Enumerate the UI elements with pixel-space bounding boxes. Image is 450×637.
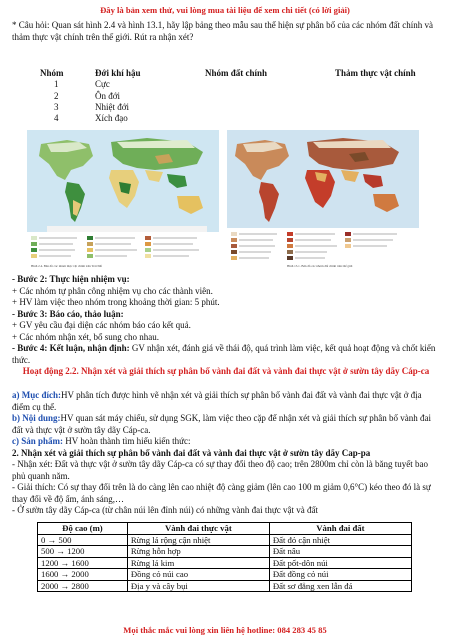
table-row bbox=[38, 569, 412, 581]
step2-line2: + HV làm việc theo nhóm trong khoảng thời gian: 5 phút. bbox=[12, 297, 220, 307]
soil-map-caption: Hình 13.1. Bản đồ các nhóm đất chính trên thế giới bbox=[287, 264, 353, 268]
table-header-row bbox=[38, 523, 412, 535]
hotline-banner: Mọi thắc mắc vui lòng xin liên hệ hotline: 084 283 45 85 bbox=[123, 625, 327, 635]
content-paragraph bbox=[12, 413, 440, 436]
altitude-cell: 1200 → 1600 bbox=[38, 557, 128, 569]
vegetation-cell: Đồng cỏ núi cao bbox=[127, 569, 269, 581]
header-soil-belt: Vành đai đất bbox=[269, 523, 411, 535]
step2-line1: + Các nhóm tự phân công nhiệm vụ cho các thành viên. bbox=[12, 285, 213, 296]
map-figures bbox=[27, 130, 427, 272]
product-paragraph bbox=[12, 436, 440, 448]
altitude-cell: 2000 → 2800 bbox=[38, 580, 128, 592]
soil-cell: Đất đỏ cận nhiệt bbox=[269, 534, 411, 546]
soil-map-image bbox=[227, 130, 419, 272]
section2-title: 2. Nhận xét và giải thích sự phân bố vành đai đất và vành đai thực vật ở sườn tây dãy Cap-pa bbox=[12, 447, 371, 458]
product-label: c) Sản phẩm: bbox=[12, 436, 64, 446]
explanation-paragraph: - Giải thích: Có sự thay đổi trên là do càng lên cao nhiệt độ càng giảm (lên cao 100 m giảm 0,6°C) kéo theo đó là sự thay đổi về độ ẩm, ánh sáng,… bbox=[12, 482, 431, 504]
header-soil: Nhóm đất chính bbox=[205, 68, 268, 78]
question-table-header bbox=[40, 68, 450, 79]
header-climate: Đới khí hậu bbox=[95, 68, 141, 78]
vegetation-map-image bbox=[27, 130, 219, 272]
content-text: HV quan sát máy chiếu, sử dụng SGK, làm việc theo cặp để nhận xét và giải thích sự phân bố vành đai đất và thực vật ở sườn tây dãy Cáp-ca. bbox=[12, 413, 432, 435]
climate-zone: Xích đạo bbox=[95, 113, 128, 124]
step2-title: - Bước 2: Thực hiện nhiệm vụ: bbox=[12, 274, 130, 284]
goal-paragraph bbox=[12, 390, 440, 413]
product-text: HV hoàn thành tìm hiểu kiến thức: bbox=[63, 436, 191, 446]
belts-intro: - Ở sườn tây dãy Cáp-ca (từ chân núi lên đỉnh núi) có những vành đai thực vật và đất bbox=[12, 505, 318, 515]
step3-title: - Bước 3: Báo cáo, thảo luận: bbox=[12, 308, 124, 319]
question-text: * Câu hỏi: Quan sát hình 2.4 và hình 13.1, hãy lập bảng theo mẫu sau thể hiện sự phân bố của các nhóm đất chính và thảm thực vật chính trên thế giới. Rút ra nhận xét? bbox=[12, 20, 434, 42]
climate-zone: Ôn đới bbox=[95, 90, 121, 101]
header-altitude: Độ cao (m) bbox=[38, 523, 128, 535]
vegetation-map-caption: Hình 2.4. Bản đồ các nhóm thực vật chính trên Trái Đất bbox=[31, 264, 103, 268]
altitude-cell: 1600 → 2000 bbox=[38, 569, 128, 581]
soil-cell: Đất đồng cỏ núi bbox=[269, 569, 411, 581]
question-table bbox=[40, 68, 450, 124]
objectives-section bbox=[12, 390, 440, 517]
goal-text: HV phân tích được hình vẽ nhận xét và giải thích sự phân bố vành đai đất và vành đai thực vật ở địa điểm cụ thể. bbox=[12, 390, 422, 412]
soil-map bbox=[227, 130, 419, 272]
step3-line2: + Các nhóm nhận xét, bổ sung cho nhau. bbox=[12, 331, 160, 342]
group-number: 3 bbox=[54, 101, 59, 112]
table-row bbox=[40, 91, 450, 102]
preview-banner: Đây là bản xem thử, vui lòng mua tài liệu để xem chi tiết (có lời giải) bbox=[100, 5, 350, 15]
step4-paragraph bbox=[12, 343, 440, 366]
table-row bbox=[38, 546, 412, 558]
activity-title: Hoạt động 2.2. Nhận xét và giải thích sự phân bố vành đai đất và vành đai thực vật ở sườn tây dãy Cáp-ca bbox=[22, 366, 430, 376]
vegetation-cell: Rừng lá kim bbox=[127, 557, 269, 569]
table-row bbox=[40, 113, 450, 124]
step4-title: - Bước 4: Kết luận, nhận định: bbox=[12, 343, 130, 353]
soil-cell: Đất nâu bbox=[269, 546, 411, 558]
altitude-cell: 0 → 500 bbox=[38, 534, 128, 546]
remark-paragraph: - Nhận xét: Đất và thực vật ở sườn tây dãy Cáp-ca có sự thay đổi theo độ cao; trên 2800m chỉ còn là băng tuyết bao phủ quanh năm. bbox=[12, 459, 429, 481]
goal-label: a) Mục đích: bbox=[12, 390, 61, 400]
table-row bbox=[40, 102, 450, 113]
vegetation-cell: Địa y và cây bụi bbox=[127, 580, 269, 592]
soil-cell: Đất pốt-dôn núi bbox=[269, 557, 411, 569]
step3-line1: + GV yêu cầu đại diện các nhóm báo cáo kết quả. bbox=[12, 320, 191, 330]
table-row bbox=[38, 534, 412, 546]
header-vegetation-belt: Vành đai thực vật bbox=[127, 523, 269, 535]
table-row bbox=[38, 557, 412, 569]
table-row bbox=[38, 580, 412, 592]
steps-section bbox=[12, 274, 440, 366]
vegetation-cell: Rừng hỗn hợp bbox=[127, 546, 269, 558]
step4-text: GV nhận xét, đánh giá về thái độ, quá trình làm việc, kết quả hoạt động và chốt kiến thức. bbox=[12, 343, 436, 365]
header-vegetation: Thảm thực vật chính bbox=[335, 68, 416, 78]
group-number: 1 bbox=[54, 79, 59, 90]
group-number: 2 bbox=[54, 90, 59, 101]
group-number: 4 bbox=[54, 113, 59, 124]
vegetation-map bbox=[27, 130, 219, 272]
header-group: Nhóm bbox=[40, 68, 64, 78]
climate-zone: Cực bbox=[95, 79, 110, 90]
soil-cell: Đất sơ đẳng xen lẫn đá bbox=[269, 580, 411, 592]
altitude-cell: 500 → 1200 bbox=[38, 546, 128, 558]
table-row bbox=[40, 79, 450, 90]
content-label: b) Nội dung: bbox=[12, 413, 61, 423]
altitude-belts-table bbox=[37, 522, 412, 592]
climate-zone: Nhiệt đới bbox=[95, 101, 130, 112]
vegetation-cell: Rừng lá rộng cận nhiệt bbox=[127, 534, 269, 546]
